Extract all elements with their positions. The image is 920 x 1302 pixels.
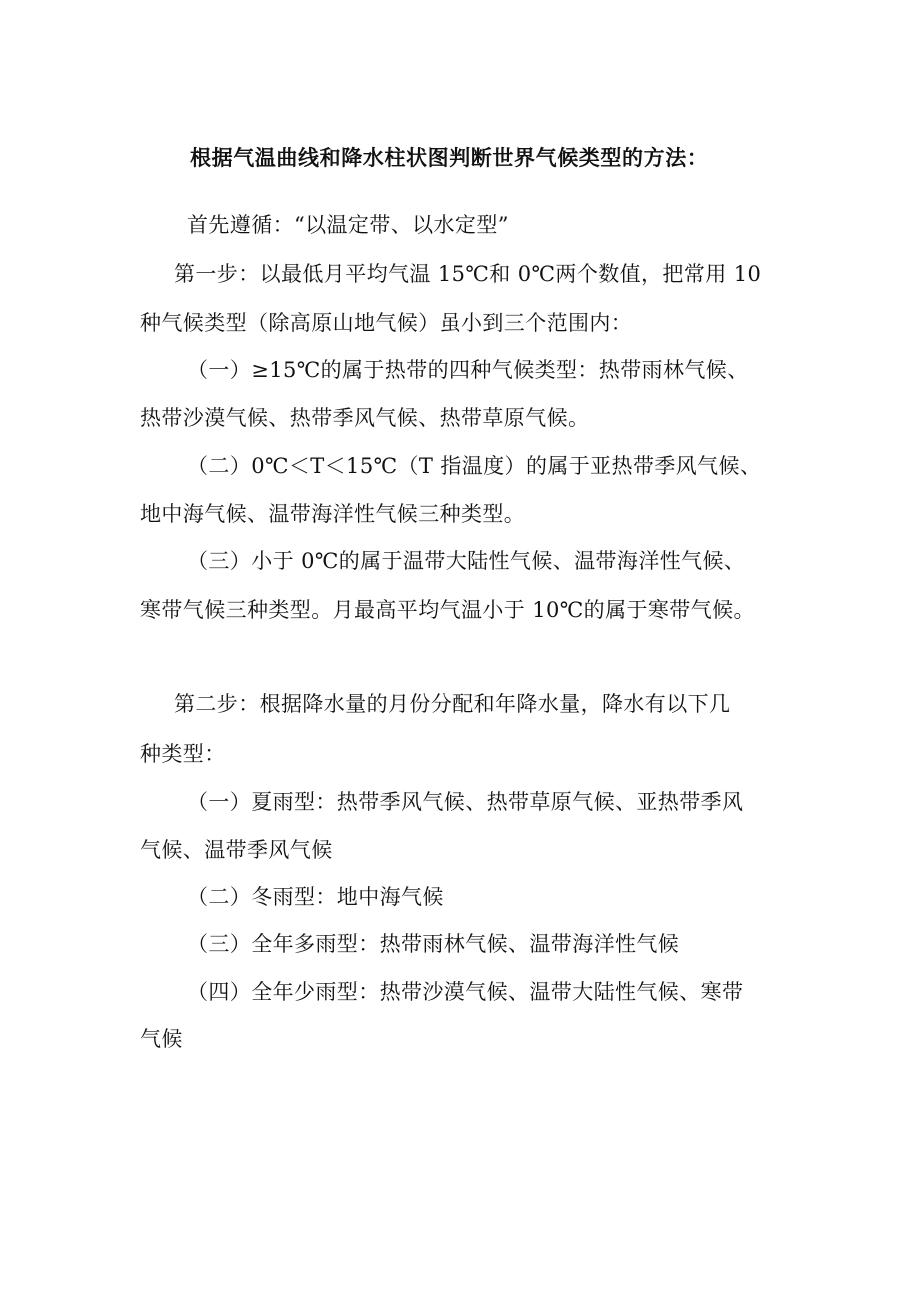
step1-line1: 第一步：以最低月平均气温 15℃和 0℃两个数值，把常用 10 [174,262,762,286]
step2-line1: 第二步：根据降水量的月份分配和年降水量，降水有以下几 [174,692,731,716]
step2-item1-line2: 气候、温带季风气候 [140,838,333,862]
document-title: 根据气温曲线和降水柱状图判断世界气候类型的方法： [190,146,709,170]
step1-item3-line1: （三）小于 0℃的属于温带大陆性气候、温带海洋性气候、 [187,549,746,573]
step2-item3: （三）全年多雨型：热带雨林气候、温带海洋性气候 [187,932,680,956]
step1-item1-line2: 热带沙漠气候、热带季风气候、热带草原气候。 [140,406,590,430]
step2-item4-line1: （四）全年少雨型：热带沙漠气候、温带大陆性气候、寒带 [187,980,744,1004]
principle-text: 首先遵循：“以温定带、以水定型” [187,213,509,237]
step1-item1-line1: （一）≥15℃的属于热带的四种气候类型：热带雨林气候、 [187,358,749,382]
step1-item3-line2: 寒带气候三种类型。月最高平均气温小于 10℃的属于寒带气候。 [140,598,755,622]
step2-item4-line2: 气候 [140,1027,183,1051]
step1-item2-line2: 地中海气候、温带海洋性气候三种类型。 [140,502,526,526]
step2-item2: （二）冬雨型：地中海气候 [187,885,444,909]
step1-line2: 种气候类型（除高原山地气候）虽小到三个范围内： [140,311,633,335]
step2-line2: 种类型： [140,742,226,766]
step1-item2-line1: （二）0℃＜T＜15℃（T 指温度）的属于亚热带季风气候、 [187,454,762,478]
step2-item1-line1: （一）夏雨型：热带季风气候、热带草原气候、亚热带季风 [187,790,744,814]
